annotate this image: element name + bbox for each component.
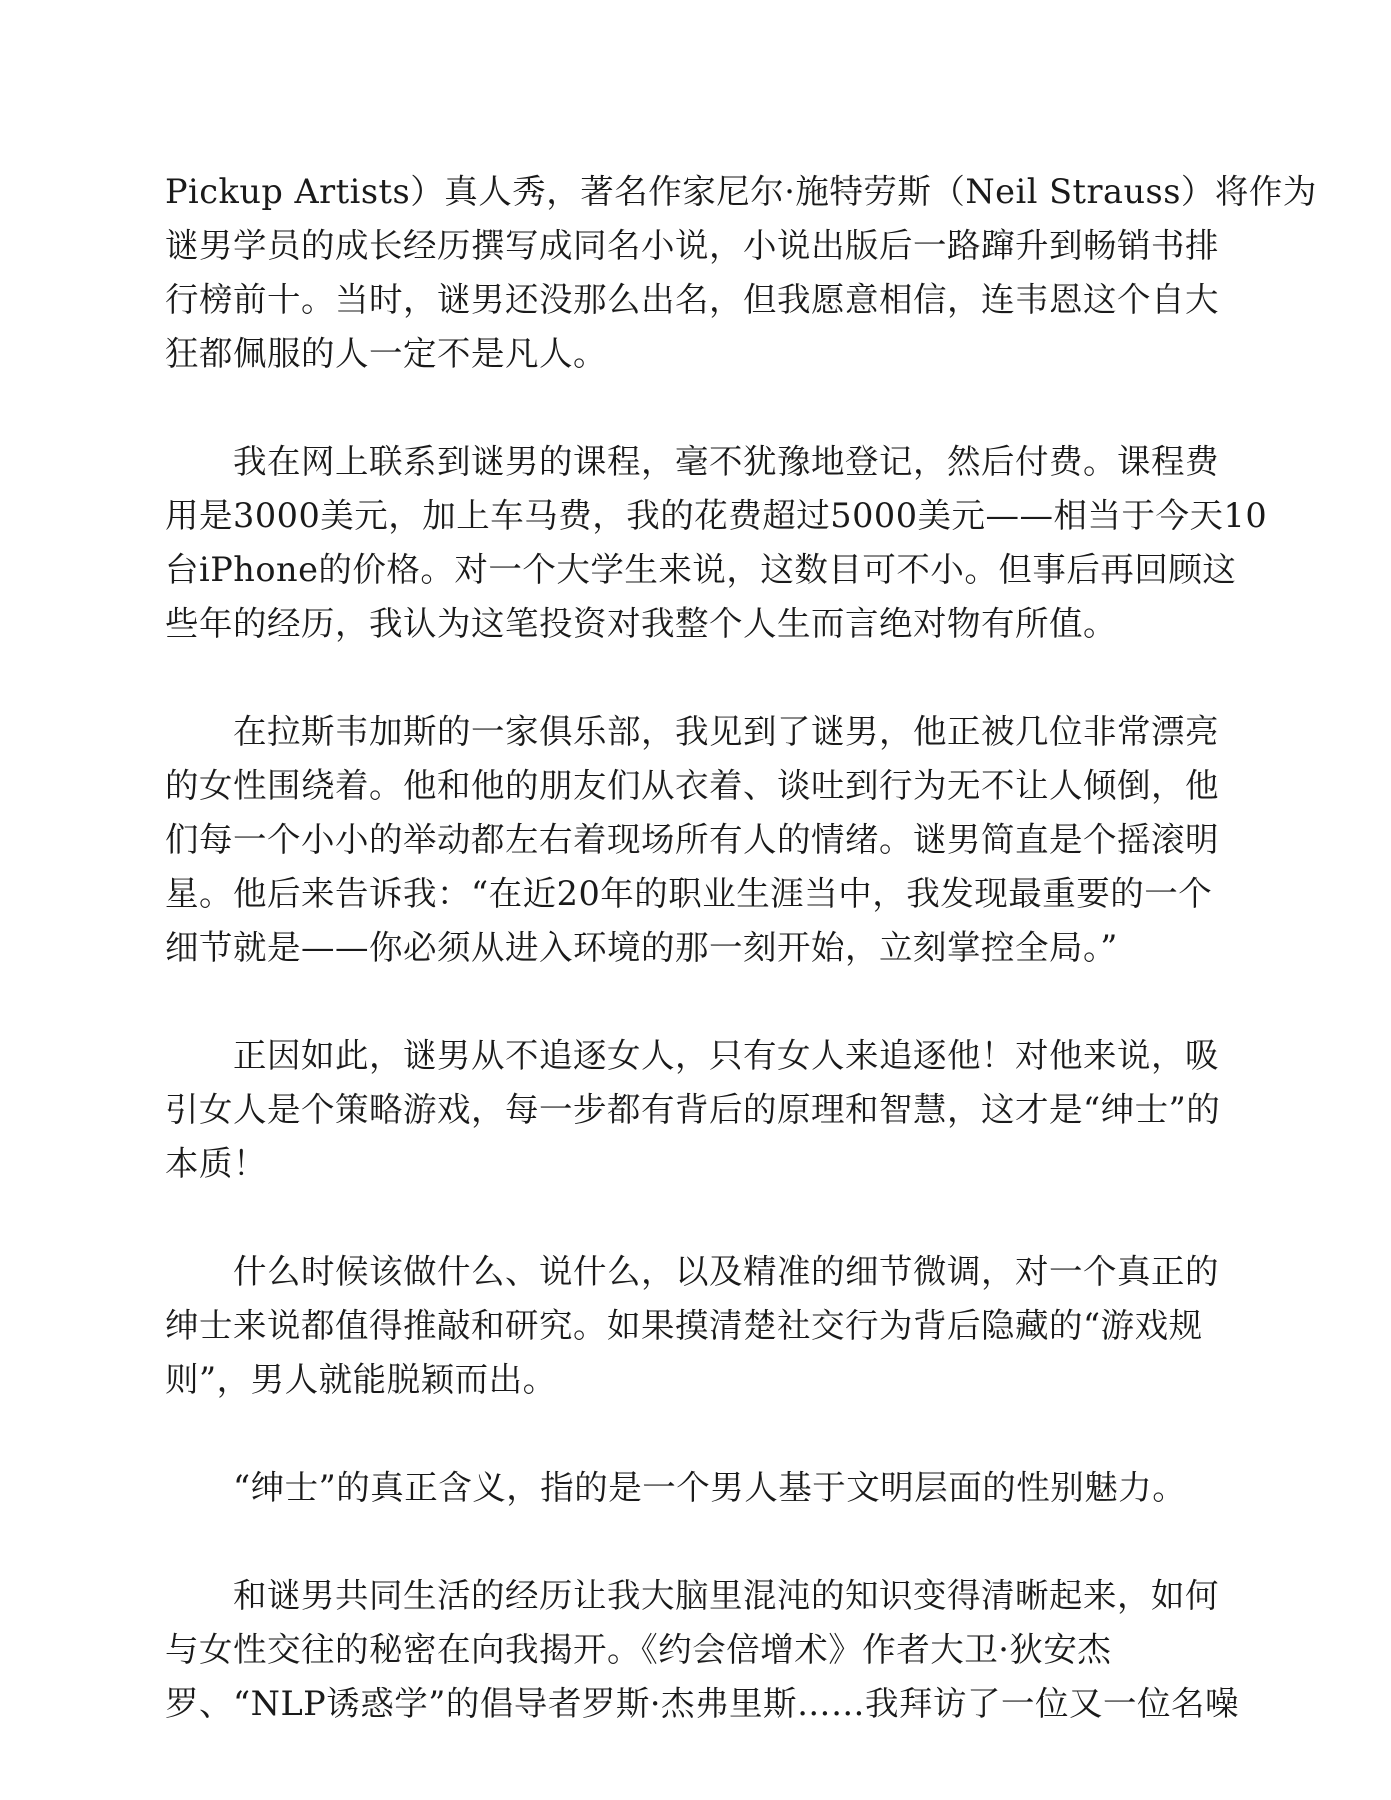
text-line: 些年的经历，我认为这笔投资对我整个人生而言绝对物有所值。	[165, 604, 1117, 643]
text-line: 行榜前十。当时，谜男还没那么出名，但我愿意相信，连韦恩这个自大	[165, 280, 1219, 319]
text-line: 绅士来说都值得推敲和研究。如果摸清楚社交行为背后隐藏的“游戏规	[165, 1306, 1203, 1345]
paragraph-2	[165, 435, 1268, 651]
text-line: 与女性交往的秘密在向我揭开。《约会倍增术》作者大卫·狄安杰	[165, 1630, 1112, 1669]
text-line: 正因如此，谜男从不追逐女人，只有女人来追逐他！对他来说，吸	[233, 1036, 1219, 1075]
text-line: 细节就是——你必须从进入环境的那一刻开始，立刻掌控全局。”	[165, 928, 1118, 967]
paragraph-5	[165, 1245, 1235, 1407]
text-line: 狂都佩服的人一定不是凡人。	[165, 334, 607, 373]
body-text	[165, 165, 1317, 1785]
text-line: 罗、“NLP诱惑学”的倡导者罗斯·杰弗里斯……我拜访了一位又一位名噪	[165, 1684, 1239, 1723]
text-line: “绅士”的真正含义，指的是一个男人基于文明层面的性别魅力。	[233, 1468, 1187, 1507]
text-line: 谜男学员的成长经历撰写成同名小说，小说出版后一路蹿升到畅销书排	[165, 226, 1219, 265]
text-line: 在拉斯韦加斯的一家俱乐部，我见到了谜男，他正被几位非常漂亮	[233, 712, 1219, 751]
text-line: 我在网上联系到谜男的课程，毫不犹豫地登记，然后付费。课程费	[233, 442, 1219, 481]
text-line: 和谜男共同生活的经历让我大脑里混沌的知识变得清晰起来，如何	[233, 1576, 1219, 1615]
text-line: 用是3000美元，加上车马费，我的花费超过5000美元——相当于今天10	[165, 496, 1268, 535]
paragraph-1	[165, 165, 1317, 381]
paragraph-7	[165, 1569, 1239, 1731]
text-line: 们每一个小小的举动都左右着现场所有人的情绪。谜男简直是个摇滚明	[165, 820, 1219, 859]
text-line: 星。他后来告诉我：“在近20年的职业生涯当中，我发现最重要的一个	[165, 874, 1213, 913]
text-line: 的女性围绕着。他和他的朋友们从衣着、谈吐到行为无不让人倾倒，他	[165, 766, 1219, 805]
text-line: 台iPhone的价格。对一个大学生来说，这数目可不小。但事后再回顾这	[165, 550, 1237, 589]
text-line: 什么时候该做什么、说什么，以及精准的细节微调，对一个真正的	[233, 1252, 1219, 1291]
paragraph-4	[165, 1029, 1235, 1191]
text-line: Pickup Artists）真人秀，著名作家尼尔·施特劳斯（Neil Strauss）将作为	[165, 172, 1317, 211]
paragraph-6	[165, 1461, 1235, 1515]
text-line: 则”，男人就能脱颖而出。	[165, 1360, 557, 1399]
text-line: 引女人是个策略游戏，每一步都有背后的原理和智慧，这才是“绅士”的	[165, 1090, 1221, 1129]
text-line: 本质！	[165, 1144, 267, 1183]
paragraph-3	[165, 705, 1235, 975]
